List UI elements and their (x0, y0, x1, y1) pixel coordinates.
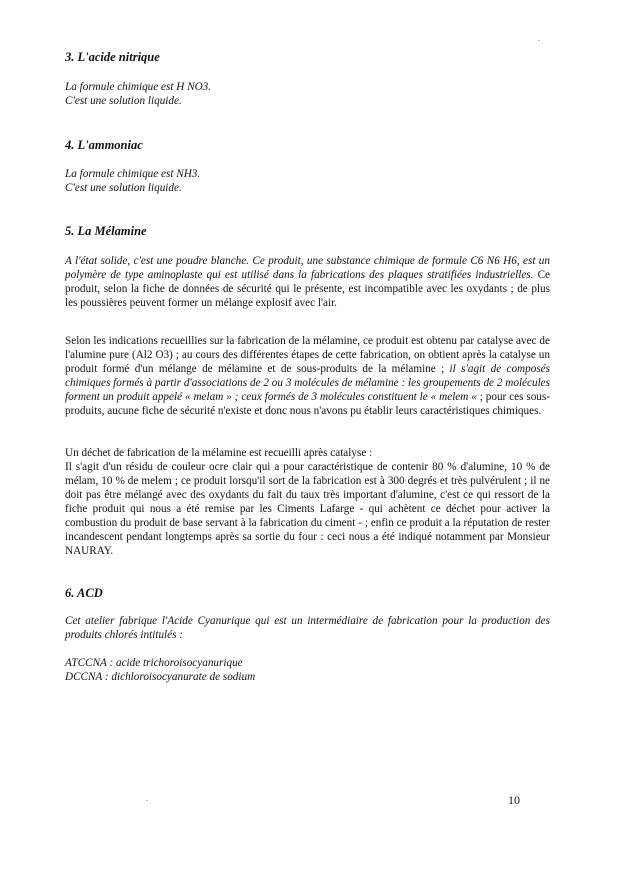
section-body-ammoniac (65, 167, 550, 195)
formula-line: La formule chimique est NH3. (65, 168, 201, 180)
section-body-acide-nitrique (65, 80, 550, 108)
melamine-waste-paragraph (65, 446, 550, 558)
section-title-acide-nitrique: 3. L'acide nitrique (65, 50, 160, 64)
scan-speck (146, 800, 148, 801)
formula-line: La formule chimique est H NO3. (65, 81, 212, 93)
fabrication-text-b: il s'agit de composés chimiques formés à partir d'associations de 2 ou 3 molécules de mélamine : les groupements de 2 molécules forment un produit appelé « melam » ; ceux formés de 3 molécules constituent le « melem « (65, 363, 550, 403)
acd-intro-paragraph: Cet atelier fabrique l'Acide Cyanurique qui est un intermédiaire de fabrication pour la production des produits chlorés intitulés : (65, 615, 550, 641)
melamine-fabrication-paragraph (65, 334, 550, 418)
acd-product-list (65, 656, 550, 684)
melamine-description-paragraph (65, 254, 550, 310)
state-line: C'est une solution liquide. (65, 182, 182, 194)
acd-product-item: ATCCNA : acide trichoroisocyanurique (65, 657, 243, 669)
melamine-description-italic: A l'état solide, c'est une poudre blanche. Ce produit, une substance chimique de formule C6 N6 H6, est un polymère de type aminoplaste qui est utilisé dans la fabrications des plaques stratifiées industrielles. (65, 255, 550, 281)
section-title-melamine: 5. La Mélamine (65, 224, 147, 238)
scan-speck (538, 40, 540, 41)
section-title-ammoniac: 4. L'ammoniac (65, 138, 143, 152)
waste-intro-line: Un déchet de fabrication de la mélamine est recueilli après catalyse : (65, 447, 373, 459)
page-number: 10 (508, 793, 520, 807)
fabrication-text-c: ; pour ces sous-produits, aucune fiche de sécurité n'existe et donc nous n'avons pu établir leurs caractéristiques chimiques. (65, 391, 550, 417)
fabrication-text-a: Selon les indications recueillies sur la fabrication de la mélamine, ce produit est obtenu par catalyse avec de l'alumine pure (Al2 O3) ; au cours des différentes étapes de cette fabrication, on obtient après la catalyse un produit formé d'un mélange de mélamine et de sous-produits de la mélamine ; (65, 335, 550, 375)
waste-details: Il s'agit d'un résidu de couleur ocre clair qui a pour caractéristique de contenir 80 % d'alumine, 10 % de mélam, 10 % de melem ; ce produit lorsqu'il sort de la fabrication est à 300 degrés et très pulvérulent ; il ne doit pas être mélangé avec des oxydants du fait du taux très important d'alumine, c'est ce qui ressort de la fiche produit qui nous a été remise par les Ciments Lafarge - qui achètent ce déchet pour activer la combustion du produit de base servant à la fabrication du ciment - ; enfin ce produit a la réputation de rester incandescent pendant longtemps après sa sortie du four : ceci nous a été indiqué notamment par Monsieur NAURAY. (65, 461, 550, 557)
section-title-acd: 6. ACD (65, 586, 103, 600)
acd-product-item: DCCNA : dichloroisocyanurate de sodium (65, 671, 256, 683)
melamine-description-normal: Ce produit, selon la fiche de données de sécurité qui le présente, est incompatible avec les oxydants ; de plus les poussières peuvent former un mélange explosif avec l'air. (65, 269, 550, 309)
state-line: C'est une solution liquide. (65, 95, 182, 107)
